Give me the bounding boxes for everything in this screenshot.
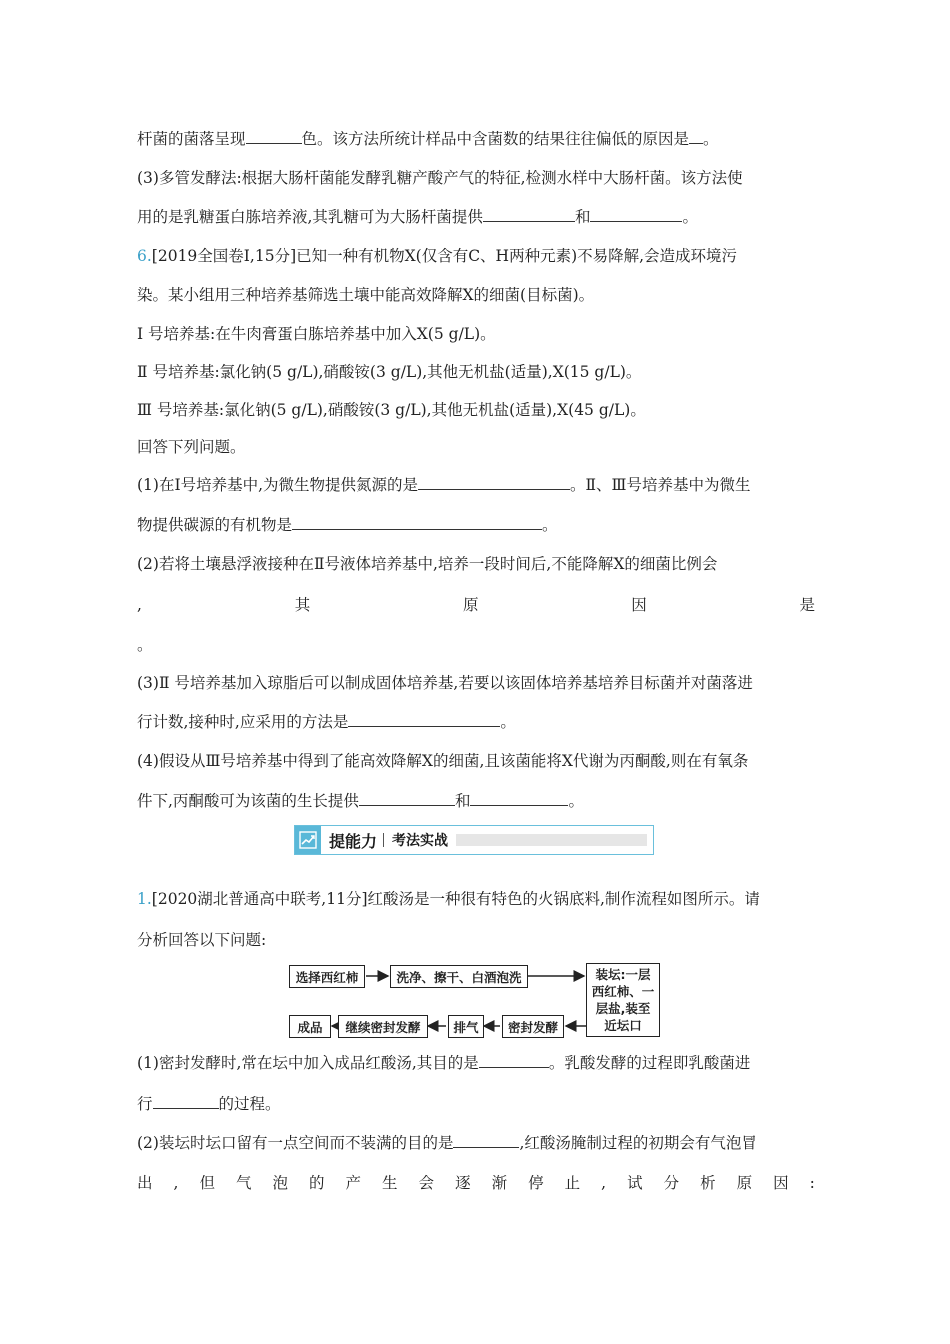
- text: 装坛:一层: [595, 967, 651, 982]
- text: 渐: [491, 1174, 508, 1192]
- text: (4)假设从Ⅲ号培养基中得到了能高效降解X的细菌,且该菌能将X代谢为丙酮酸,则在有氧条: [137, 752, 749, 770]
- text: 。: [500, 713, 516, 731]
- text: 生: [382, 1174, 398, 1192]
- text-line-1: [137, 128, 815, 150]
- text: 西红柿、一: [591, 984, 655, 999]
- answer-blank: [689, 128, 703, 144]
- text: 分: [663, 1174, 680, 1192]
- answer-blank: [359, 790, 455, 806]
- text: 是: [799, 596, 815, 614]
- text: 。乳酸发酵的过程即乳酸菌进: [548, 1054, 751, 1072]
- text: 因: [631, 596, 647, 614]
- text: 层盐,装至: [595, 1001, 651, 1016]
- part-4-line-2: [137, 790, 815, 812]
- part-3-line-2: [137, 711, 815, 733]
- text: 。: [682, 208, 698, 226]
- text: 。: [703, 130, 719, 148]
- text: 其: [294, 596, 311, 614]
- r1-line-2: [137, 1093, 815, 1115]
- text: Ⅰ 号培养基:在牛肉膏蛋白胨培养基中加入X(5 g/L)。: [137, 325, 496, 343]
- flow-step-wash: 洗净、擦干、白酒泡洗: [390, 965, 528, 988]
- answer-blank: [590, 206, 682, 222]
- medium-1: [137, 323, 815, 345]
- text: [2020湖北普通高中联考,11分]红酸汤是一种很有特色的火锅底料,制作流程如图所示。请: [151, 890, 760, 908]
- text: 。Ⅱ、Ⅲ号培养基中为微生: [570, 476, 751, 494]
- medium-3: [137, 399, 815, 421]
- part-2-line-2: [137, 594, 815, 616]
- text: 。: [542, 516, 558, 534]
- text: 染。某小组用三种培养基筛选土壤中能高效降解X的细菌(目标菌)。: [137, 286, 595, 304]
- text: 件下,丙酮酸可为该菌的生长提供: [137, 792, 359, 810]
- trend-chart-icon: [295, 826, 321, 854]
- text: (2)若将土壤悬浮液接种在Ⅱ号液体培养基中,培养一段时间后,不能降解X的细菌比例会: [137, 555, 718, 573]
- text: ,: [137, 596, 142, 614]
- flow-step-seal-ferment: 密封发酵: [502, 1015, 564, 1038]
- banner-bar: [456, 834, 647, 846]
- text-line: [137, 284, 815, 306]
- text: 逐: [455, 1174, 471, 1192]
- flow-step-continue-ferment: 继续密封发酵: [338, 1015, 428, 1038]
- answer-blank: [418, 474, 570, 490]
- flow-step-pack-jar: [586, 963, 660, 1037]
- question-6-header: [137, 245, 815, 267]
- flow-step-product: 成品: [289, 1015, 331, 1038]
- text: 原: [462, 596, 479, 614]
- question-1-header: [137, 888, 815, 910]
- section-banner: [294, 825, 654, 855]
- flow-step-select-tomato: 选择西红柿: [289, 965, 365, 988]
- part-3-line-1: [137, 672, 815, 694]
- text: (3)多管发酵法:根据大肠杆菌能发酵乳糖产酸产气的特征,检测水样中大肠杆菌。该方法使: [137, 169, 743, 187]
- text: 近坛口: [604, 1018, 642, 1033]
- part-1-line-2: [137, 514, 815, 536]
- text: 的: [309, 1174, 325, 1192]
- answer-blank: [153, 1093, 219, 1109]
- text: 出: [137, 1174, 153, 1192]
- part-1-line-1: [137, 474, 815, 496]
- banner-title: 提能力: [329, 831, 378, 851]
- text-line-2: [137, 167, 815, 189]
- text: Ⅱ 号培养基:氯化钠(5 g/L),硝酸铵(3 g/L),其他无机盐(适量),X(15 g/L)。: [137, 363, 642, 381]
- text: 止: [564, 1174, 581, 1192]
- text: 和: [454, 792, 471, 810]
- question-number: 6.: [137, 247, 152, 265]
- text: 但: [199, 1174, 215, 1192]
- answer-blank: [470, 790, 568, 806]
- text: 和: [574, 208, 591, 226]
- text: 泡: [272, 1174, 288, 1192]
- text-line: [137, 929, 815, 951]
- text: 行: [137, 1095, 153, 1113]
- text: 物提供碳源的有机物是: [137, 516, 293, 534]
- answer-blank: [348, 711, 500, 727]
- text: ,: [173, 1174, 179, 1192]
- banner-subtitle: 考法实战: [392, 833, 449, 849]
- text: 的过程。: [218, 1095, 281, 1113]
- text: (3)Ⅱ 号培养基加入琼脂后可以制成固体培养基,若要以该固体培养基培养目标菌并对菌落进: [137, 674, 753, 692]
- text: [2019全国卷Ⅰ,15分]已知一种有机物X(仅含有C、H两种元素)不易降解,会造成环境污: [151, 247, 738, 265]
- text: 行计数,接种时,应采用的方法是: [137, 713, 349, 731]
- text: 原: [736, 1174, 753, 1192]
- text: 会: [418, 1174, 435, 1192]
- text: Ⅲ 号培养基:氯化钠(5 g/L),硝酸铵(3 g/L),其他无机盐(适量),X(45 g/L)。: [137, 401, 646, 419]
- part-4-line-1: [137, 750, 815, 772]
- text: 试: [627, 1174, 643, 1192]
- text: (2)装坛时坛口留有一点空间而不装满的目的是: [137, 1134, 454, 1152]
- text: (1)密封发酵时,常在坛中加入成品红酸汤,其目的是: [137, 1054, 479, 1072]
- text: ,红酸汤腌制过程的初期会有气泡冒: [519, 1134, 757, 1152]
- answer-blank: [246, 128, 302, 144]
- text: 用的是乳糖蛋白胨培养液,其乳糖可为大肠杆菌提供: [137, 208, 483, 226]
- text: ,: [601, 1174, 607, 1192]
- part-2-line-3: [137, 634, 815, 656]
- answer-blank: [479, 1052, 549, 1068]
- text: (1)在Ⅰ号培养基中,为微生物提供氮源的是: [137, 476, 419, 494]
- text: :: [809, 1174, 815, 1192]
- text: 产: [345, 1174, 362, 1192]
- answer-blank: [292, 514, 542, 530]
- r1-line-1: [137, 1052, 815, 1074]
- text: 杆菌的菌落呈现: [137, 130, 246, 148]
- text: 停: [528, 1174, 544, 1192]
- text: 因: [773, 1174, 789, 1192]
- text: 析: [700, 1174, 716, 1192]
- r2-line-2: [137, 1172, 815, 1194]
- text-line-3: [137, 206, 815, 228]
- flow-step-vent: 排气: [448, 1015, 484, 1038]
- text: 分析回答以下问题:: [137, 931, 267, 949]
- medium-2: [137, 361, 815, 383]
- text: 色。该方法所统计样品中含菌数的结果往往偏低的原因是: [301, 130, 690, 148]
- question-number: 1.: [137, 890, 152, 908]
- text: 。: [568, 792, 584, 810]
- answer-blank: [453, 1132, 519, 1148]
- answer-blank: [483, 206, 575, 222]
- text: 。: [137, 636, 153, 654]
- text: 气: [235, 1174, 252, 1192]
- part-2-line-1: [137, 553, 815, 575]
- r2-line-1: [137, 1132, 815, 1154]
- text: 回答下列问题。: [137, 438, 246, 456]
- answer-prompt: [137, 436, 815, 458]
